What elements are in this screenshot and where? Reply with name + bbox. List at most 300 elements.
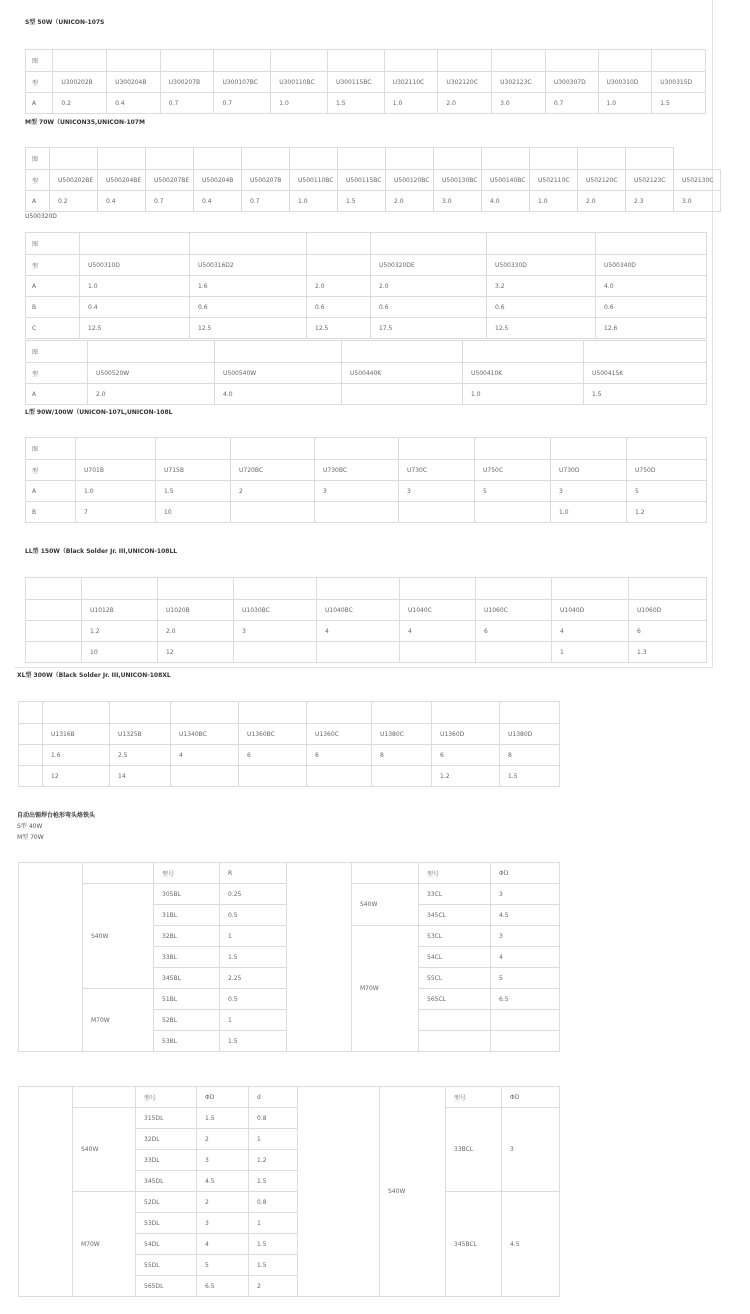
row-label-cell: 图 [26,341,88,363]
table-cell: U1360BC [239,724,307,745]
value-cell: 2 [249,1276,298,1297]
table-cell: 5 [475,481,551,502]
model-cell: 32BL [154,926,220,947]
table-cell [342,341,463,363]
table-cell: 3 [551,481,627,502]
table-cell [242,148,290,170]
table-cell: U500115BC [338,170,386,191]
auto-section-title: 自动出锡焊台枪形弯头烙铁头 [17,812,96,819]
table-cell [372,766,432,787]
table-row [19,863,560,884]
table-cell: U500440K [342,363,463,384]
value-cell: 1 [220,1010,287,1031]
table-cell [214,50,271,72]
model-cell: 345BCL [446,1192,502,1297]
model-cell: 345BL [154,968,220,989]
empty-cell [19,1087,73,1297]
table-row [26,600,707,621]
power-group-cell: S40W [83,884,154,989]
table-cell: U300202B [53,72,107,93]
table-row [26,481,707,502]
table-cell: U500207B [242,170,290,191]
table-cell [652,50,706,72]
table-cell: 0.4 [80,297,190,318]
table-cell: 2.0 [88,384,215,405]
table-cell [327,50,384,72]
table-cell [156,438,231,460]
row-label-cell: A [26,481,76,502]
table-cell [43,702,110,724]
table-cell: 0.4 [107,93,161,114]
table-cell [492,50,546,72]
table-cell: 1.6 [190,276,307,297]
model-cell: 54CL [419,947,491,968]
ll-series-title: LL型 150W（Black Solder Jr. III,UNICON-108LL [25,548,178,555]
table-cell [146,148,194,170]
empty-cell [19,863,83,1052]
table-cell: U715B [156,460,231,481]
table-cell: 1.0 [271,93,328,114]
table-cell: 3.0 [674,191,721,212]
model-cell: 54DL [136,1234,197,1255]
value-cell: 3 [491,884,560,905]
value-cell: 3 [197,1150,249,1171]
value-cell: 0.8 [249,1192,298,1213]
table-cell: 4 [171,745,239,766]
table-row [19,724,560,745]
table-cell [239,766,307,787]
table-cell: U300107BC [214,72,271,93]
header-cell: 型号 [136,1087,197,1108]
value-cell: 3 [491,926,560,947]
table-cell: 4.0 [482,191,530,212]
table-cell [234,578,317,600]
table-cell: U500202BE [50,170,98,191]
power-group-cell: M70W [352,926,419,1052]
table-cell: 10 [156,502,231,523]
value-cell: 3 [197,1213,249,1234]
value-cell: 1.5 [249,1171,298,1192]
table-cell: 1 [552,642,629,663]
table-cell [475,438,551,460]
power-group-cell: S40W [380,1087,446,1297]
table-cell: 14 [110,766,171,787]
row-label-cell: 型 [26,170,50,191]
model-cell: 315DL [136,1108,197,1129]
model-cell: 33DL [136,1150,197,1171]
table-row [26,318,707,339]
row-label-cell: A [26,384,88,405]
header-cell: 型号 [446,1087,502,1108]
table-cell: U1012B [82,600,158,621]
table-cell: U300315D [652,72,706,93]
row-label-cell [26,600,82,621]
table-cell: U500120BC [386,170,434,191]
table-cell: U300310D [598,72,652,93]
table-cell: U750C [475,460,551,481]
model-cell: 53CL [419,926,491,947]
table-cell [317,642,400,663]
value-cell: 2.25 [220,968,287,989]
table-cell: 4 [400,621,476,642]
table-cell: 1.5 [500,766,560,787]
table-cell: U502123C [626,170,674,191]
table-cell: U500204B [194,170,242,191]
gun-tip-table-d [18,1086,560,1297]
table-cell: 12.5 [487,318,596,339]
table-cell [500,702,560,724]
value-cell: 5 [491,968,560,989]
power-group-cell: S40W [352,884,419,926]
header-cell: 型号 [419,863,491,884]
table-cell [107,50,161,72]
table-cell: 5 [627,481,707,502]
empty-cell [83,863,154,884]
value-cell: 0.5 [220,989,287,1010]
row-label-cell: 图 [26,233,80,255]
power-group-cell: M70W [83,989,154,1052]
table-cell: 2.5 [110,745,171,766]
table-cell [271,50,328,72]
table-cell: 2.0 [578,191,626,212]
table-cell: U1380C [372,724,432,745]
table-cell: 0.7 [146,191,194,212]
table-row [26,297,707,318]
row-label-cell: C [26,318,80,339]
model-cell [419,1010,491,1031]
table-cell: U1040D [552,600,629,621]
table-cell [487,233,596,255]
table-cell [598,50,652,72]
table-row [26,502,707,523]
table-row [26,72,706,93]
table-cell: 12.6 [596,318,707,339]
table-cell: 2.0 [307,276,371,297]
table-cell [315,438,399,460]
table-cell: U300207B [160,72,214,93]
table-cell: U500340D [596,255,707,276]
value-cell: 1 [249,1129,298,1150]
xl-series-table [18,701,560,787]
table-cell: U730BC [315,460,399,481]
table-cell: U1360D [432,724,500,745]
table-cell: U730D [551,460,627,481]
table-cell: 0.7 [242,191,290,212]
table-cell: 3.0 [434,191,482,212]
power-group-cell: S40W [73,1108,136,1192]
table-cell: 1.5 [652,93,706,114]
model-cell: 33BL [154,947,220,968]
table-cell: 0.6 [371,297,487,318]
row-label-cell [19,702,43,724]
table-cell: U300307D [545,72,598,93]
s-series-title: S型 50W（UNICON-107S [25,19,105,26]
table-cell: U1380D [500,724,560,745]
l-series-table [25,437,707,523]
row-label-cell: A [26,276,80,297]
table-cell: 6 [432,745,500,766]
row-label-cell [26,578,82,600]
table-cell: 4 [317,621,400,642]
table-cell: 0.6 [190,297,307,318]
model-cell [419,1031,491,1052]
table-row [26,255,707,276]
power-group-cell: M70W [73,1192,136,1297]
table-cell: 6 [239,745,307,766]
table-row [19,766,560,787]
auto-line-s: S型 40W [17,823,43,830]
table-cell: U1020B [158,600,234,621]
table-cell [110,702,171,724]
table-cell [475,502,551,523]
row-label-cell: 型 [26,460,76,481]
table-cell: 1.0 [530,191,578,212]
empty-cell [73,1087,136,1108]
header-cell: ΦD [502,1087,560,1108]
l-series-title: L型 90W/100W（UNICON-107L,UNICON-108L [25,409,173,416]
table-cell: U1060C [476,600,552,621]
table-cell: 0.6 [487,297,596,318]
table-cell [171,766,239,787]
table-row [26,384,707,405]
row-label-cell: 型 [26,363,88,384]
empty-cell [352,863,419,884]
table-cell: 1.0 [551,502,627,523]
table-cell: 2.3 [626,191,674,212]
table-row [26,276,707,297]
table-cell: 2.0 [371,276,487,297]
header-cell: 型号 [154,863,220,884]
table-cell: U300115BC [327,72,384,93]
table-cell: 12.5 [190,318,307,339]
table-cell [371,233,487,255]
table-cell: U720BC [231,460,315,481]
value-cell: 5 [197,1255,249,1276]
table-cell [627,438,707,460]
table-cell: U500204BE [98,170,146,191]
table-cell: 0.7 [214,93,271,114]
value-cell: 1 [249,1213,298,1234]
value-cell: 2 [197,1192,249,1213]
table-row [26,363,707,384]
row-label-cell: A [26,93,53,114]
table-cell: 1.0 [80,276,190,297]
table-cell [552,578,629,600]
model-cell: 55DL [136,1255,197,1276]
table-row [26,191,721,212]
table-cell: 6 [629,621,707,642]
m-series-title: M型 70W（UNICON35,UNICON-107M [25,119,145,126]
empty-cell [298,1087,380,1297]
table-cell: U750D [627,460,707,481]
auto-line-m: M型 70W [17,834,44,841]
table-cell [190,233,307,255]
table-cell [438,50,492,72]
table-cell: U1030BC [234,600,317,621]
table-cell: 1.2 [627,502,707,523]
table-row [26,578,707,600]
table-cell: U701B [76,460,156,481]
row-label-cell: A [26,191,50,212]
table-cell: 3 [234,621,317,642]
value-cell: 3 [502,1108,560,1192]
s-series-table [25,49,706,114]
model-cell: 345DL [136,1171,197,1192]
table-cell: U1340BC [171,724,239,745]
model-cell: 345CL [419,905,491,926]
table-row [26,50,706,72]
table-cell: 6 [307,745,372,766]
table-cell: 0.4 [98,191,146,212]
row-label-cell: 图 [26,50,53,72]
table-cell: 10 [82,642,158,663]
table-cell: U502130C [674,170,721,191]
table-cell: U302110C [384,72,438,93]
table-cell: 8 [500,745,560,766]
table-cell: U500540W [215,363,342,384]
value-cell: 6.5 [491,989,560,1010]
value-cell: 1.5 [197,1108,249,1129]
table-cell: 1.0 [76,481,156,502]
table-cell: 1.2 [82,621,158,642]
table-row [19,702,560,724]
value-cell: 0.8 [249,1108,298,1129]
table-cell [215,341,342,363]
table-cell [307,766,372,787]
value-cell: 1.2 [249,1150,298,1171]
table-cell [386,148,434,170]
table-cell: U500130BC [434,170,482,191]
table-row [26,438,707,460]
model-cell: 53DL [136,1213,197,1234]
value-cell: 4.5 [491,905,560,926]
row-label-cell [26,621,82,642]
table-cell [307,702,372,724]
row-label-cell: 型 [26,255,80,276]
table-cell [578,148,626,170]
table-cell: U1060D [629,600,707,621]
model-cell: 32DL [136,1129,197,1150]
value-cell: 1 [220,926,287,947]
table-cell [171,702,239,724]
table-cell [342,384,463,405]
table-cell: 0.2 [50,191,98,212]
table-cell: U500310D [80,255,190,276]
row-label-cell [19,724,43,745]
table-cell [399,502,475,523]
table-cell [88,341,215,363]
model-cell: 55CL [419,968,491,989]
table-cell: 1.0 [290,191,338,212]
table-cell [338,148,386,170]
table-cell [399,438,475,460]
table-cell: U502110C [530,170,578,191]
table-cell: 1.0 [384,93,438,114]
row-label-cell: 图 [26,438,76,460]
table-cell: 1.5 [584,384,707,405]
table-cell: 4.0 [215,384,342,405]
table-cell [234,642,317,663]
table-cell: 0.2 [53,93,107,114]
m-series-extra-table-2 [25,340,707,405]
table-row [26,233,707,255]
table-cell: 2 [231,481,315,502]
table-row [26,341,707,363]
value-cell: 1.5 [220,947,287,968]
model-cell: 565DL [136,1276,197,1297]
row-label-cell [19,745,43,766]
table-cell: U500520W [88,363,215,384]
table-cell [400,578,476,600]
table-cell [98,148,146,170]
table-cell: 7 [76,502,156,523]
table-cell: 1.3 [629,642,707,663]
table-cell [80,233,190,255]
table-cell [231,502,315,523]
table-cell: 17.5 [371,318,487,339]
table-cell: 3 [399,481,475,502]
table-row [26,460,707,481]
table-cell: 3 [315,481,399,502]
table-cell [307,255,371,276]
header-cell: ΦD [491,863,560,884]
empty-cell [287,863,352,1052]
table-cell [626,148,674,170]
value-cell: 0.25 [220,884,287,905]
table-cell [315,502,399,523]
table-cell [530,148,578,170]
table-cell: U1325B [110,724,171,745]
table-cell: 1.5 [156,481,231,502]
table-cell: 1.5 [338,191,386,212]
model-cell: 52BL [154,1010,220,1031]
row-label-cell: B [26,297,80,318]
value-cell [491,1031,560,1052]
model-cell: 33CL [419,884,491,905]
table-cell: 12 [43,766,110,787]
model-cell: 31BL [154,905,220,926]
table-cell [158,578,234,600]
table-cell: 12 [158,642,234,663]
table-cell: 0.6 [307,297,371,318]
table-cell: 4.0 [596,276,707,297]
table-cell: 0.7 [160,93,214,114]
table-row [26,170,721,191]
table-cell [239,702,307,724]
table-cell [307,233,371,255]
table-cell: 12.5 [307,318,371,339]
table-cell: U500110BC [290,170,338,191]
table-cell [317,578,400,600]
table-cell: U1360C [307,724,372,745]
table-cell: 0.7 [545,93,598,114]
table-cell [434,148,482,170]
value-cell: 4.5 [502,1192,560,1297]
model-cell: 305BL [154,884,220,905]
table-cell [82,578,158,600]
table-cell: U500316D2 [190,255,307,276]
model-cell: 33BCL [446,1108,502,1192]
table-cell: U500410K [463,363,584,384]
table-cell: 2.0 [438,93,492,114]
table-cell: 6 [476,621,552,642]
table-cell [400,642,476,663]
table-cell [584,341,707,363]
table-row [26,621,707,642]
table-cell: U500140BC [482,170,530,191]
table-row [26,642,707,663]
table-row [19,1192,560,1213]
